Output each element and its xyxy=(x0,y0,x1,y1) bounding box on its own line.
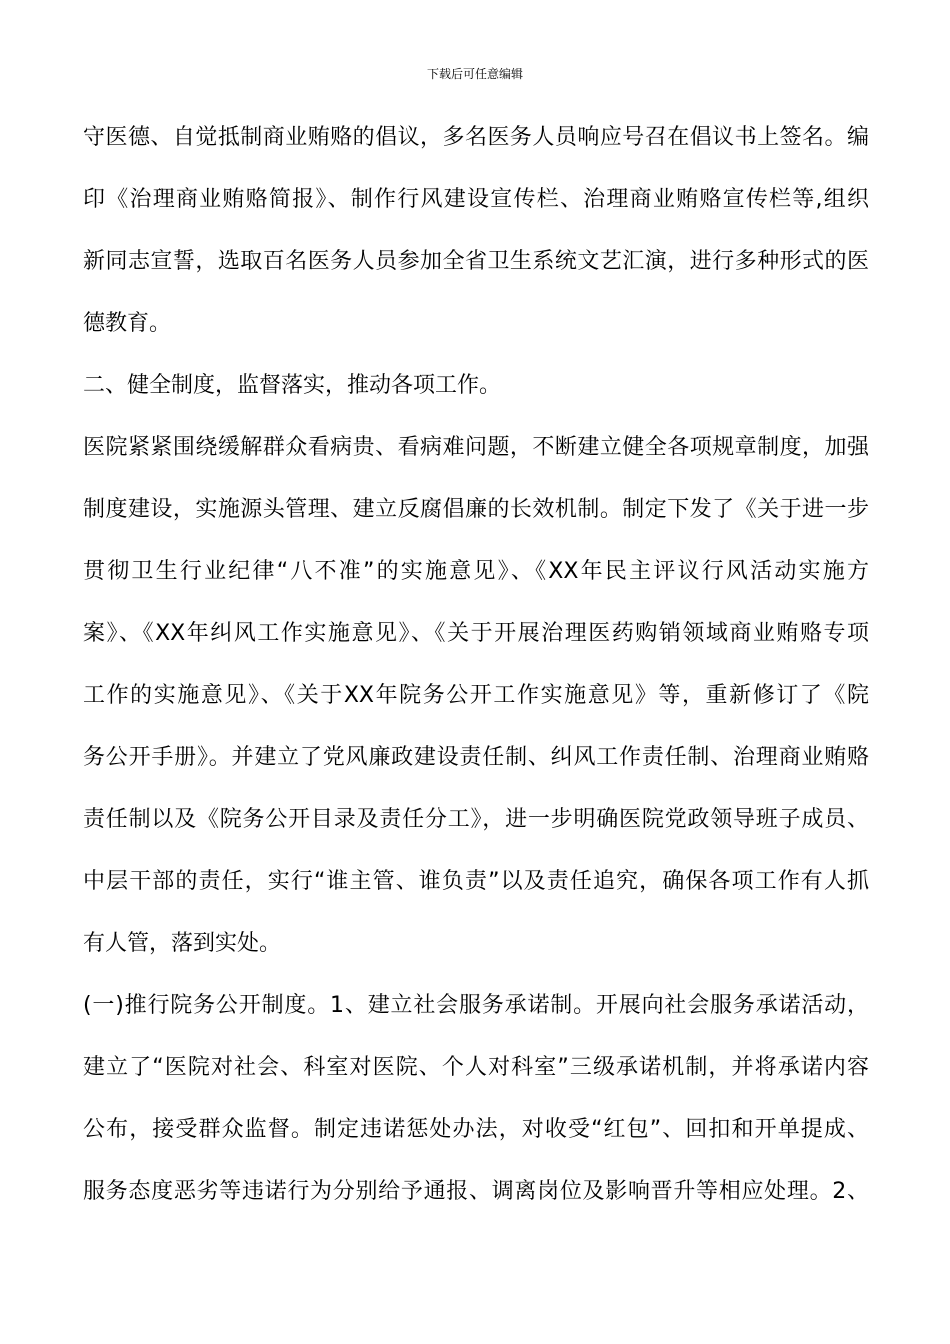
text-line-10: 工作的实施意见》、《关于XX年院务公开工作实施意见》等，重新修订了《院 xyxy=(83,683,869,708)
text-line-6: 医院紧紧围绕缓解群众看病贵、看病难问题，不断建立健全各项规章制度，加强 xyxy=(83,435,869,460)
document-body xyxy=(83,116,869,1232)
text-line-15: (一)推行院务公开制度。1、建立社会服务承诺制。开展向社会服务承诺活动， xyxy=(83,993,869,1018)
text-line-11: 务公开手册》。并建立了党风廉政建设责任制、纠风工作责任制、治理商业贿赂 xyxy=(83,745,869,770)
text-line-17: 公布，接受群众监督。制定违诺惩处办法，对收受“红包”、回扣和开单提成、 xyxy=(83,1117,869,1142)
text-line-8: 贯彻卫生行业纪律“八不准”的实施意见》、《XX年民主评议行风活动实施方 xyxy=(83,559,869,584)
section-heading: 二、健全制度，监督落实，推动各项工作。 xyxy=(83,373,502,398)
text-line-13: 中层干部的责任，实行“谁主管、谁负责”以及责任追究，确保各项工作有人抓 xyxy=(83,869,869,894)
text-line-7: 制度建设，实施源头管理、建立反腐倡廉的长效机制。制定下发了《关于进一步 xyxy=(83,497,869,522)
text-line-3: 新同志宣誓，选取百名医务人员参加全省卫生系统文艺汇演，进行多种形式的医 xyxy=(83,249,869,274)
text-line-4: 德教育。 xyxy=(83,311,172,336)
text-line-12: 责任制以及《院务公开目录及责任分工》，进一步明确医院党政领导班子成员、 xyxy=(83,807,869,832)
page-header: 下载后可任意编辑 xyxy=(426,67,523,81)
text-line-16: 建立了“医院对社会、科室对医院、个人对科室”三级承诺机制，并将承诺内容 xyxy=(83,1055,869,1080)
text-line-18: 服务态度恶劣等违诺行为分别给予通报、调离岗位及影响晋升等相应处理。2、 xyxy=(83,1179,869,1204)
text-line-2: 印《治理商业贿赂简报》、制作行风建设宣传栏、治理商业贿赂宣传栏等,组织 xyxy=(83,187,869,212)
text-line-1: 守医德、自觉抵制商业贿赂的倡议，多名医务人员响应号召在倡议书上签名。编 xyxy=(83,125,869,150)
text-line-9: 案》、《XX年纠风工作实施意见》、《关于开展治理医药购销领域商业贿赂专项 xyxy=(83,621,869,646)
text-line-14: 有人管，落到实处。 xyxy=(83,931,282,956)
